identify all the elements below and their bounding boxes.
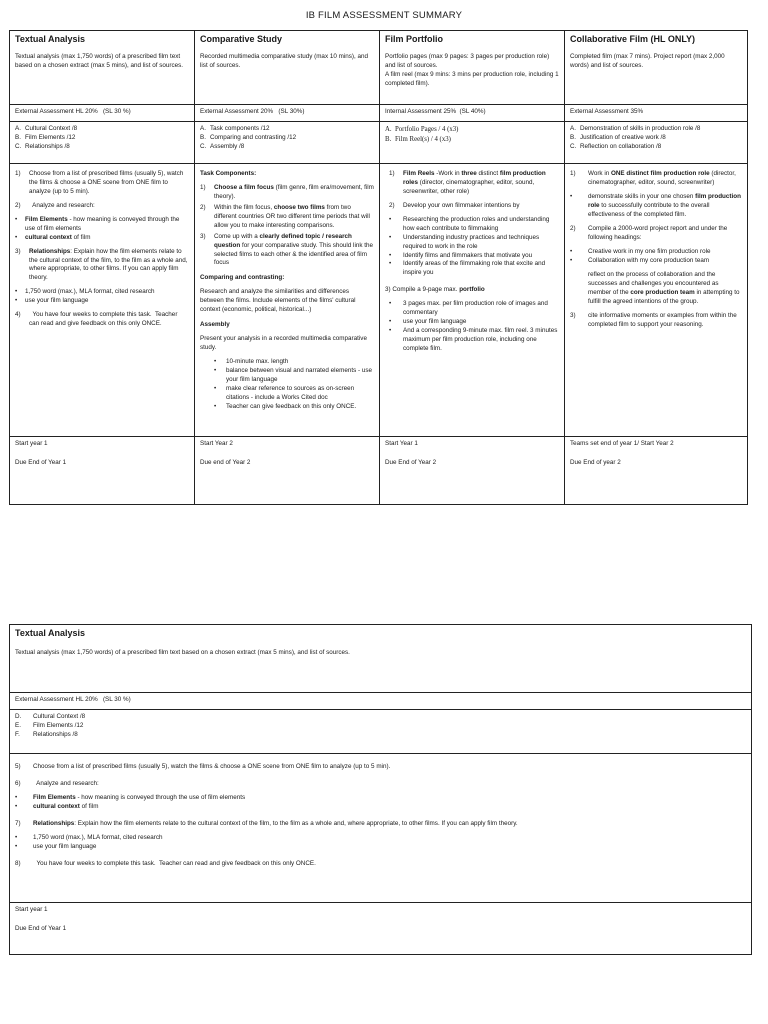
section-heading: Comparing and contrasting: bbox=[200, 274, 285, 282]
bullet-item: • Understanding industry practices and techniques required to work in the role bbox=[389, 234, 559, 252]
step: 2) Develop your own filmmaker intentions by bbox=[389, 201, 520, 209]
step: 3) Compile a 9-page max. portfolio bbox=[385, 286, 485, 294]
bullet-item: • make clear reference to sources as on-screen citations - include a Works Cited doc bbox=[214, 385, 374, 403]
criterion: A. Task components /12 bbox=[200, 125, 270, 132]
column-description: Portfolio pages (max 9 pages: 3 pages per production role) and list of sources. bbox=[385, 52, 550, 69]
bullet-item: • Film Elements - how meaning is conveyed through the use of film elements bbox=[15, 216, 189, 234]
task-details-row bbox=[10, 164, 748, 437]
criterion: C. Assembly /8 bbox=[200, 142, 245, 150]
criteria-list bbox=[10, 710, 752, 754]
step: 2) Compile a 2000-word project report and under the following headings: bbox=[570, 224, 728, 241]
step: 3) Relationships: Explain how the film elements relate to the cultural context of the film, to the film as a whole and, where appropriate, to other films. If you can apply film theory. bbox=[15, 247, 188, 282]
paragraph: Research and analyze the similarities and differences between the films. Include elements of the films' cultural context (economic, political, historical...) bbox=[200, 288, 356, 314]
timeline-cell bbox=[10, 903, 752, 955]
step: 2) Within the film focus, choose two films from two different countries OR two different time periods that will allow you to make interesting comparisons. bbox=[200, 203, 370, 229]
start-text: Start Year 1 bbox=[385, 440, 418, 447]
film-portfolio-details bbox=[380, 164, 565, 437]
paragraph: reflect on the process of collaboration and the successes and challenges you encountered as member of the core production team in attempting to fulfill the agreed intentions of the group. bbox=[588, 271, 740, 306]
bullet-item: • Teacher can give feedback on this only ONCE. bbox=[214, 403, 374, 412]
due-text: Due end of Year 2 bbox=[200, 458, 251, 466]
textual-analysis-details bbox=[10, 164, 195, 437]
bullet-item: • 3 pages max. per film production role of images and commentary bbox=[389, 300, 559, 318]
due-text: Due End of year 2 bbox=[570, 458, 621, 466]
assessment-weight: External Assessment HL 20% (SL 30 %) bbox=[10, 693, 752, 710]
criterion: B. Comparing and contrasting /12 bbox=[200, 133, 297, 141]
step: 3) Come up with a clearly defined topic / research question for your comparative study. This should link the selected films to each other & the identified area of film focus bbox=[200, 232, 374, 267]
textual-analysis-cell bbox=[10, 31, 195, 105]
comparative-study-details bbox=[195, 164, 380, 437]
criterion: A. Demonstration of skills in production role /8 bbox=[570, 125, 701, 132]
column-description: Textual analysis (max 1,750 words) of a prescribed film text based on a chosen extract (max 5 mins), and list of sources. bbox=[15, 52, 183, 69]
timeline-row bbox=[10, 903, 752, 955]
step: 1) Film Reels -Work in three distinct film production roles (director, cinematographer, editor, sound, screenwriter, other role) bbox=[389, 170, 546, 195]
step: 5) Choose from a list of prescribed films (usually 5), watch the films & choose a ONE scene from ONE film to analyze (up to 5 min). bbox=[15, 763, 391, 770]
bullet-item: • Creative work in my one film production role bbox=[570, 248, 742, 257]
column-description: Recorded multimedia comparative study (max 10 mins), and list of sources. bbox=[200, 52, 368, 69]
due-text: Due End of Year 2 bbox=[385, 458, 437, 466]
collaborative-film-cell bbox=[565, 31, 748, 105]
textual-analysis-details bbox=[10, 754, 752, 903]
step: 3) cite informative moments or examples from within the completed film to support your reasoning. bbox=[570, 312, 737, 329]
column-heading: Film Portfolio bbox=[385, 34, 443, 44]
bullet-item: • Researching the production roles and understanding how each contribute to filmmaking bbox=[389, 216, 559, 234]
bullet-item: • Identify films and filmmakers that motivate you bbox=[389, 252, 559, 261]
collaborative-film-details bbox=[565, 164, 748, 437]
criterion: D. Cultural Context /8 bbox=[15, 713, 86, 720]
textual-analysis-cell bbox=[10, 625, 752, 693]
timeline-cell bbox=[380, 437, 565, 505]
bullet-item: • cultural context of film bbox=[15, 803, 746, 812]
bullet-item: • balance between visual and narrated elements - use your film language bbox=[214, 367, 374, 385]
bullet-item: • cultural context of film bbox=[15, 234, 189, 243]
bullet-item: • 1,750 word (max.), MLA format, cited research bbox=[15, 288, 189, 297]
step: 1) Choose from a list of prescribed films (usually 5), watch the films & choose a ONE scene from ONE film to analyze (up to 5 min). bbox=[15, 170, 184, 195]
heading-row bbox=[10, 31, 748, 105]
paragraph: Present your analysis in a recorded multimedia comparative study. bbox=[200, 335, 367, 351]
timeline-row bbox=[10, 437, 748, 505]
bullet-item: • 1,750 word (max.), MLA format, cited research bbox=[15, 834, 746, 843]
step: 4) You have four weeks to complete this task. Teacher can read and give feedback on this only ONCE. bbox=[15, 311, 180, 328]
assessment-weight-row bbox=[10, 693, 752, 710]
column-description: Textual analysis (max 1,750 words) of a prescribed film text based on a chosen extract (max 5 mins), and list of sources. bbox=[15, 648, 350, 656]
timeline-cell bbox=[10, 437, 195, 505]
task-details-row bbox=[10, 754, 752, 903]
bullet-item: • Collaboration with my core production team bbox=[570, 257, 742, 266]
bullet-item: • 10-minute max. length bbox=[214, 358, 374, 367]
start-text: Start Year 2 bbox=[200, 440, 233, 447]
criterion: F. Relationships /8 bbox=[15, 730, 78, 738]
step: 7) Relationships: Explain how the film elements relate to the cultural context of the film, to the film as a whole and, where appropriate, to other films. If you can apply film theory. bbox=[15, 819, 518, 827]
bullet-item: • And a corresponding 9-minute max. film reel. 3 minutes maximum per film production role, including one complete film. bbox=[389, 327, 559, 354]
due-text: Due End of Year 1 bbox=[15, 458, 67, 466]
bullet-item: • Identify areas of the filmmaking role that excite and inspire you bbox=[389, 260, 559, 278]
assessment-weight: External Assessment 35% bbox=[565, 105, 748, 122]
criterion: B. Film Reel(s) / 4 (x3) bbox=[385, 135, 451, 143]
step: 8) You have four weeks to complete this task. Teacher can read and give feedback on this only ONCE. bbox=[15, 859, 316, 867]
start-text: Start year 1 bbox=[15, 440, 48, 447]
step: 2) Analyze and research: bbox=[15, 201, 95, 209]
criterion: E. Film Elements /12 bbox=[15, 721, 84, 729]
column-heading: Comparative Study bbox=[200, 34, 283, 44]
criterion: B. Justification of creative work /8 bbox=[570, 133, 666, 141]
column-description-2: A film reel (max 9 mins: 3 mins per production role, including 1 completed film). bbox=[385, 70, 559, 87]
timeline-cell bbox=[195, 437, 380, 505]
textual-analysis-detail-table bbox=[9, 624, 752, 955]
start-text: Start year 1 bbox=[15, 906, 48, 913]
assessment-weight: External Assessment HL 20% (SL 30 %) bbox=[10, 105, 195, 122]
assessment-weight: Internal Assessment 25% (SL 40%) bbox=[380, 105, 565, 122]
timeline-cell bbox=[565, 437, 748, 505]
criteria-list bbox=[195, 122, 380, 164]
column-heading: Textual Analysis bbox=[15, 628, 86, 638]
criteria-row bbox=[10, 710, 752, 754]
criteria-list bbox=[380, 122, 565, 164]
column-heading: Textual Analysis bbox=[15, 34, 86, 44]
criteria-row bbox=[10, 122, 748, 164]
due-text: Due End of Year 1 bbox=[15, 924, 67, 932]
assessment-weight: External Assessment 20% (SL 30%) bbox=[195, 105, 380, 122]
bullet-item: • use your film language bbox=[15, 297, 189, 306]
column-heading: Collaborative Film (HL ONLY) bbox=[570, 34, 696, 44]
bullet-item: • use your film language bbox=[15, 843, 746, 852]
bullet-item: • Film Elements - how meaning is conveyed through the use of film elements bbox=[15, 794, 746, 803]
criterion: A. Cultural Context /8 bbox=[15, 125, 78, 132]
criterion: A. Portfolio Pages / 4 (x3) bbox=[385, 126, 459, 133]
step: 1) Work in ONE distinct film production role (director, cinematographer, editor, sound, screenwriter) bbox=[570, 170, 736, 186]
criterion: B. Film Elements /12 bbox=[15, 133, 76, 141]
document-title: IB FILM ASSESSMENT SUMMARY bbox=[305, 10, 463, 21]
section-heading: Task Components: bbox=[200, 170, 257, 177]
column-description: Completed film (max 7 mins). Project report (max 2,000 words) and list of sources. bbox=[570, 52, 725, 69]
criteria-list bbox=[565, 122, 748, 164]
assessment-weight-row bbox=[10, 105, 748, 122]
assessment-summary-table bbox=[9, 30, 748, 505]
heading-row bbox=[10, 625, 752, 693]
film-portfolio-cell bbox=[380, 31, 565, 105]
step: 1) Choose a film focus (film genre, film era/movement, film theory). bbox=[200, 183, 374, 200]
comparative-study-cell bbox=[195, 31, 380, 105]
step: 6) Analyze and research: bbox=[15, 779, 99, 787]
criterion: C. Relationships /8 bbox=[15, 142, 70, 150]
bullet-item: • demonstrate skills in your one chosen film production role to successfully contribute to the overall effectiveness of the completed film. bbox=[570, 193, 742, 220]
section-heading: Assembly bbox=[200, 321, 230, 329]
criteria-list bbox=[10, 122, 195, 164]
bullet-item: • use your film language bbox=[389, 318, 559, 327]
start-text: Teams set end of year 1/ Start Year 2 bbox=[570, 440, 674, 447]
criterion: C. Reflection on collaboration /8 bbox=[570, 142, 662, 150]
